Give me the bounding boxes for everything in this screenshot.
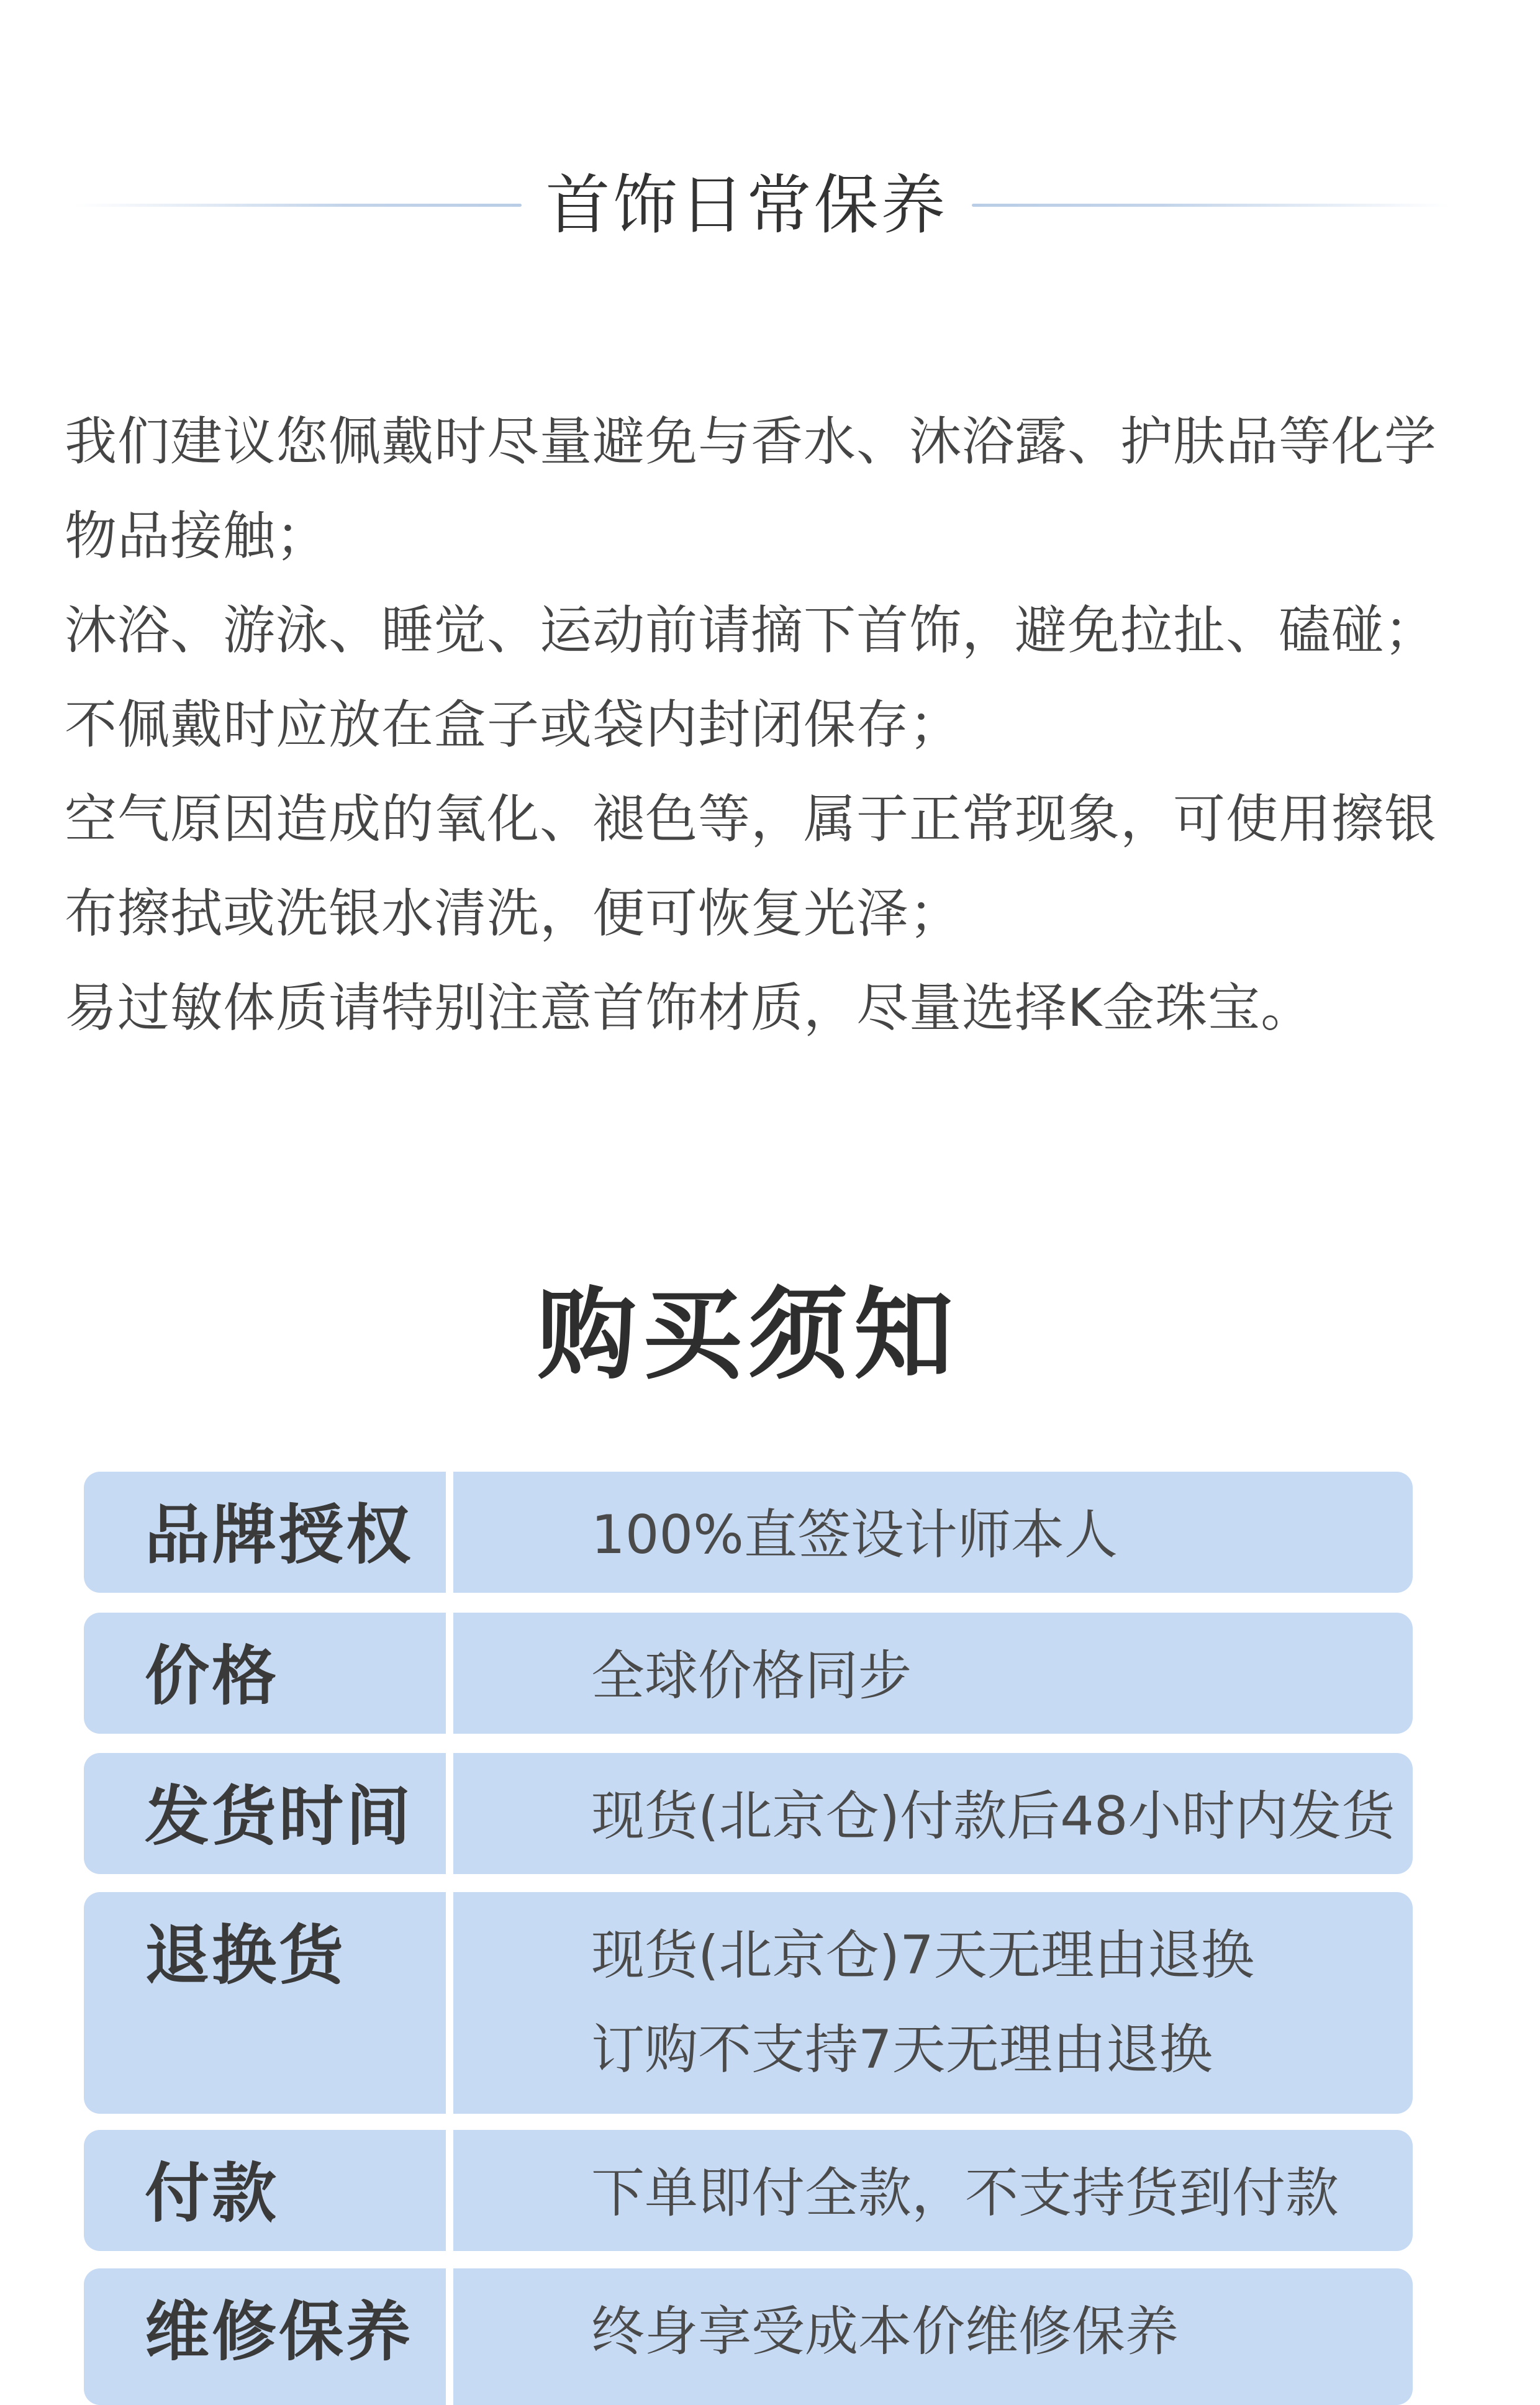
care-line: 物品接触； [65,505,329,566]
row-value-cell [453,1613,1413,1734]
care-line: 易过敏体质请特别注意首饰材质，尽量选择K金珠宝。 [65,977,1314,1038]
row-key-cell [84,1472,446,1593]
care-instructions [65,394,1449,1055]
row-key-cell [84,2130,446,2251]
table-row-repair-maintenance [84,2268,1413,2405]
care-line: 我们建议您佩戴时尽量避免与香水、沐浴露、护肤品等化学 [65,411,1438,472]
row-value-cell [453,1892,1413,2114]
table-row-shipping-time [84,1753,1413,1874]
row-value [591,2162,1339,2257]
row-value-cell [453,1472,1413,1593]
row-value [591,1924,1254,2113]
row-value-line: 订购不支持7天无理由退换 [591,2019,1213,2081]
row-value [591,1504,1118,1598]
row-key-cell [84,1753,446,1874]
row-key-cell [84,1892,446,2114]
row-key-label: 付款 [145,2155,279,2231]
care-line: 空气原因造成的氧化、褪色等，属于正常现象，可使用擦银 [65,789,1438,849]
row-value-line: 下单即付全款，不支持货到付款 [591,2162,1339,2224]
table-row-price [84,1613,1413,1734]
row-value [591,2301,1179,2395]
row-key-label: 价格 [145,1638,279,1714]
heading-divider-left [75,204,522,207]
row-value-line: 100%直签设计师本人 [591,1504,1118,1566]
care-line: 不佩戴时应放在盒子或袋内封闭保存； [65,694,962,755]
heading-divider-right [972,204,1450,207]
row-key-label: 品牌授权 [145,1497,414,1573]
row-key-label: 发货时间 [145,1778,414,1854]
table-row-brand-authorization [84,1472,1413,1593]
care-line: 沐浴、游泳、睡觉、运动前请摘下首饰，避免拉扯、磕碰； [65,600,1438,661]
row-value-cell [453,2130,1413,2251]
row-value-cell [453,2268,1413,2405]
row-value-line: 终身享受成本价维修保养 [591,2301,1179,2363]
row-value [591,1645,912,1739]
row-value [591,1785,1395,1880]
table-row-returns [84,1892,1413,2114]
row-value-line: 现货(北京仓)付款后48小时内发货 [591,1785,1395,1847]
care-section-heading [0,158,1540,251]
row-key-label: 退换货 [145,1918,346,1993]
row-key-label: 维修保养 [145,2294,414,2370]
row-key-cell [84,1613,446,1734]
row-value-cell [453,1753,1413,1874]
row-value-line: 全球价格同步 [591,1645,912,1707]
care-section-title: 首饰日常保养 [545,167,948,243]
row-key-cell [84,2268,446,2405]
row-value-line: 现货(北京仓)7天无理由退换 [591,1924,1254,1986]
table-row-payment [84,2130,1413,2251]
purchase-notice-title: 购买须知 [537,1277,959,1393]
care-line: 布擦拭或洗银水清洗，便可恢复光泽； [65,883,962,944]
